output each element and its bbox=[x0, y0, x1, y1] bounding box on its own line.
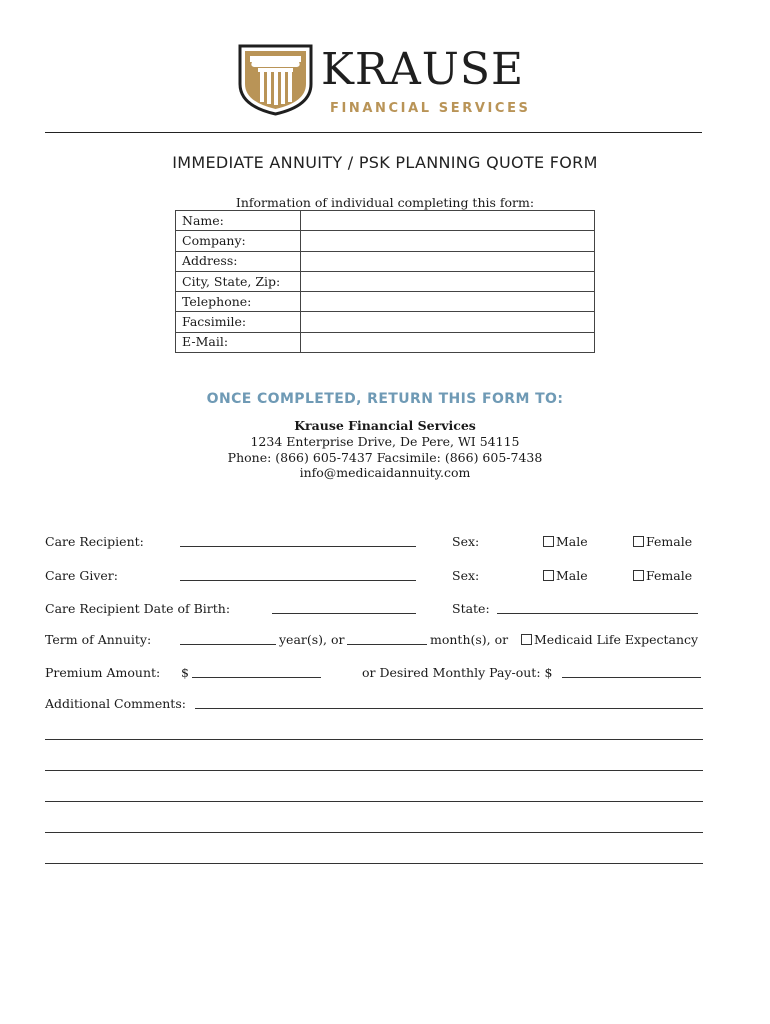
table-row bbox=[176, 211, 595, 231]
table-row bbox=[176, 271, 595, 291]
name-label: Name: bbox=[176, 211, 301, 231]
table-row bbox=[176, 292, 595, 312]
term-years-field[interactable] bbox=[180, 644, 276, 645]
state-field[interactable] bbox=[497, 613, 698, 614]
checkbox-icon[interactable] bbox=[521, 634, 532, 645]
checkbox-icon[interactable] bbox=[543, 570, 554, 581]
care-recipient-sex-label: Sex: bbox=[452, 534, 480, 549]
name-field[interactable] bbox=[301, 211, 595, 231]
monthly-payout-field[interactable] bbox=[562, 677, 701, 678]
table-row bbox=[176, 231, 595, 251]
info-caption: Information of individual completing this form: bbox=[235, 195, 535, 210]
column-shield-icon bbox=[238, 44, 313, 116]
table-row bbox=[176, 312, 595, 332]
care-giver-sex-label: Sex: bbox=[452, 568, 480, 583]
table-row bbox=[176, 251, 595, 271]
male-label: Male bbox=[556, 534, 588, 549]
years-label: year(s), or bbox=[279, 632, 345, 647]
table-row bbox=[176, 332, 595, 352]
header-divider bbox=[45, 132, 702, 133]
monthly-payout-label: or Desired Monthly Pay-out: $ bbox=[362, 665, 553, 680]
premium-field[interactable] bbox=[192, 677, 321, 678]
company-label: Company: bbox=[176, 231, 301, 251]
medicaid-le-label: Medicaid Life Expectancy bbox=[534, 632, 699, 647]
female-label: Female bbox=[646, 534, 693, 549]
checkbox-icon[interactable] bbox=[633, 536, 644, 547]
return-address: 1234 Enterprise Drive, De Pere, WI 54115 bbox=[250, 434, 520, 449]
contact-info-table bbox=[175, 210, 595, 353]
checkbox-icon[interactable] bbox=[633, 570, 644, 581]
term-months-field[interactable] bbox=[347, 644, 427, 645]
comment-line[interactable] bbox=[45, 863, 703, 864]
return-company: Krause Financial Services bbox=[294, 418, 476, 433]
return-heading: ONCE COMPLETED, RETURN THIS FORM TO: bbox=[206, 391, 564, 407]
care-giver-female-option[interactable] bbox=[633, 568, 692, 584]
facsimile-label: Facsimile: bbox=[176, 312, 301, 332]
address-field[interactable] bbox=[301, 251, 595, 271]
form-title: IMMEDIATE ANNUITY / PSK PLANNING QUOTE FORM bbox=[172, 153, 598, 172]
months-label: month(s), or bbox=[430, 632, 509, 647]
comment-line[interactable] bbox=[45, 801, 703, 802]
state-label: State: bbox=[452, 601, 490, 616]
email-field[interactable] bbox=[301, 332, 595, 352]
care-giver-male-option[interactable] bbox=[543, 568, 588, 584]
male-label: Male bbox=[556, 568, 588, 583]
comment-line[interactable] bbox=[45, 770, 703, 771]
city-state-zip-label: City, State, Zip: bbox=[176, 271, 301, 291]
comments-label: Additional Comments: bbox=[45, 696, 186, 711]
city-state-zip-field[interactable] bbox=[301, 271, 595, 291]
care-recipient-female-option[interactable] bbox=[633, 534, 692, 550]
email-label: E-Mail: bbox=[176, 332, 301, 352]
logo-wordmark: KRAUSE bbox=[321, 44, 525, 95]
premium-label: Premium Amount: bbox=[45, 665, 161, 680]
female-label: Female bbox=[646, 568, 693, 583]
comments-field[interactable] bbox=[195, 708, 703, 709]
care-recipient-field[interactable] bbox=[180, 546, 416, 547]
care-giver-label: Care Giver: bbox=[45, 568, 118, 583]
return-email: info@medicaidannuity.com bbox=[299, 465, 471, 480]
care-giver-field[interactable] bbox=[180, 580, 416, 581]
company-field[interactable] bbox=[301, 231, 595, 251]
medicaid-le-option[interactable] bbox=[521, 632, 698, 648]
care-recipient-label: Care Recipient: bbox=[45, 534, 144, 549]
comment-line[interactable] bbox=[45, 832, 703, 833]
address-label: Address: bbox=[176, 251, 301, 271]
telephone-field[interactable] bbox=[301, 292, 595, 312]
comment-line[interactable] bbox=[45, 739, 703, 740]
care-recipient-male-option[interactable] bbox=[543, 534, 588, 550]
dollar-sign: $ bbox=[181, 665, 189, 680]
checkbox-icon[interactable] bbox=[543, 536, 554, 547]
return-phone: Phone: (866) 605-7437 Facsimile: (866) 605-7438 bbox=[227, 450, 543, 465]
facsimile-field[interactable] bbox=[301, 312, 595, 332]
dob-label: Care Recipient Date of Birth: bbox=[45, 601, 231, 616]
telephone-label: Telephone: bbox=[176, 292, 301, 312]
dob-field[interactable] bbox=[272, 613, 416, 614]
company-logo bbox=[238, 44, 538, 120]
logo-subtitle: FINANCIAL SERVICES bbox=[330, 101, 531, 116]
term-label: Term of Annuity: bbox=[45, 632, 152, 647]
